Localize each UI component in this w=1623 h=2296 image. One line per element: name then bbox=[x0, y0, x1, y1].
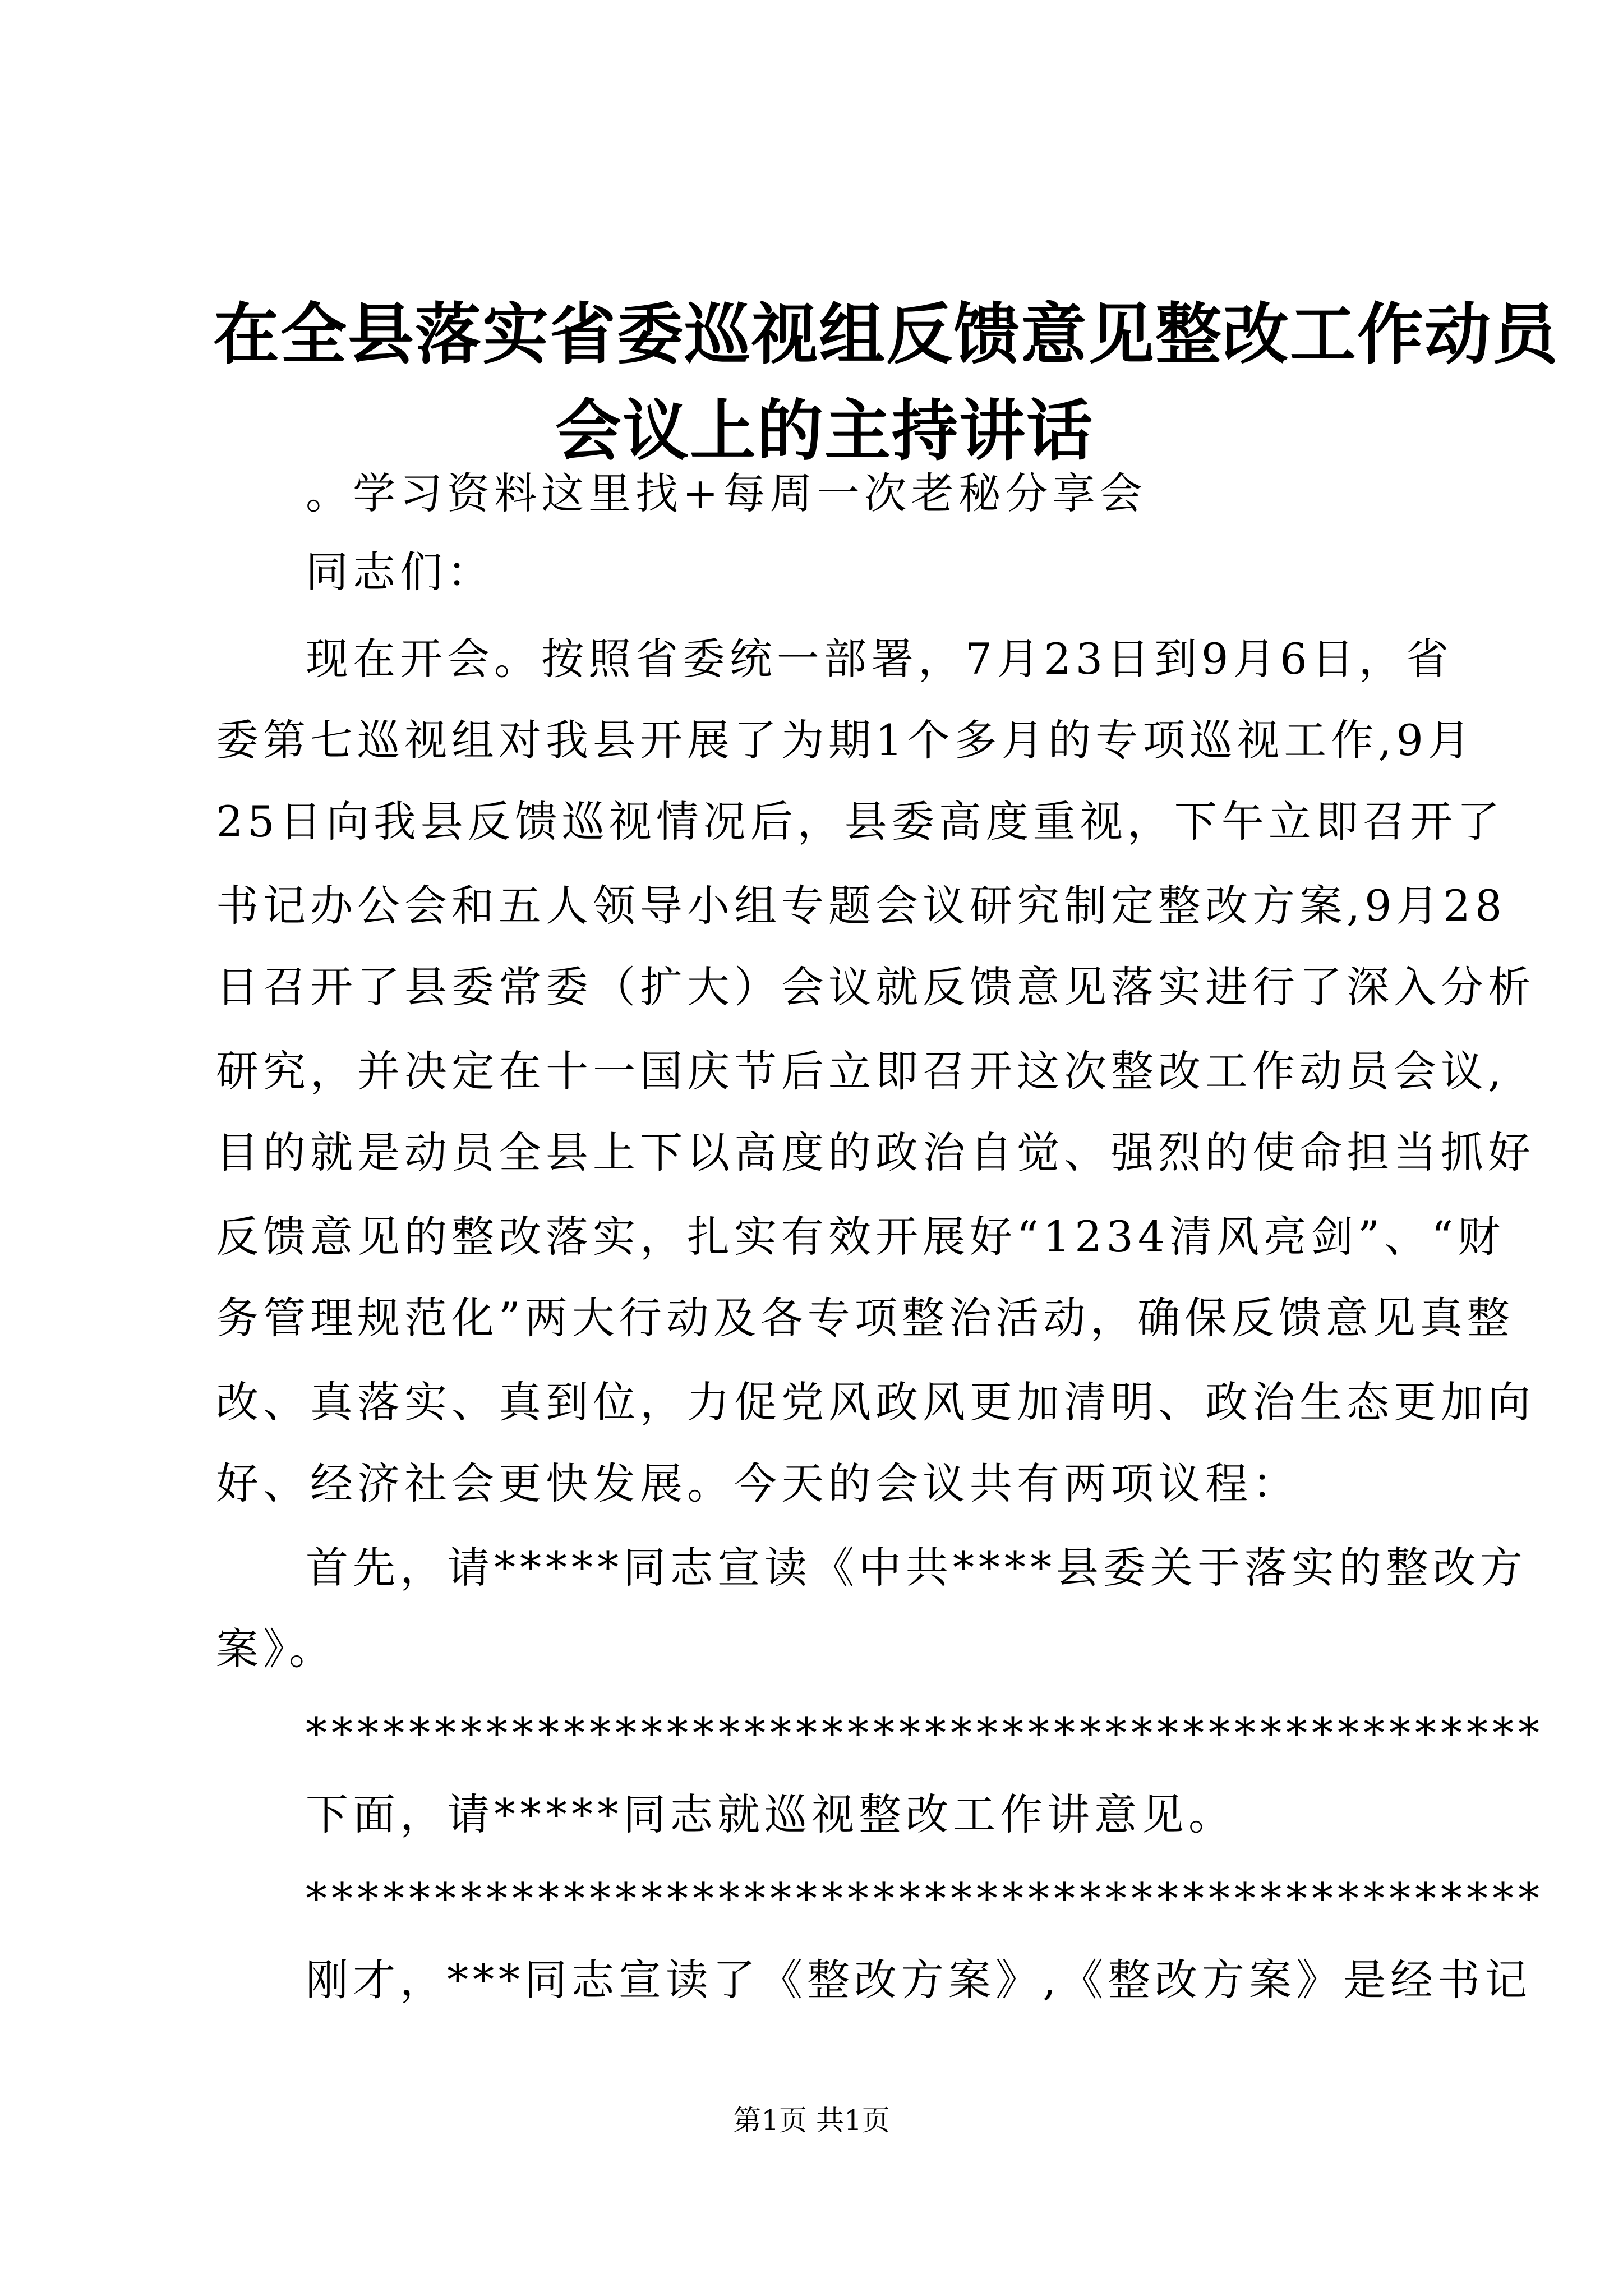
body-line-9: 目的就是动员全县上下以高度的政治自觉、强烈的使命担当抓好 bbox=[216, 1128, 1535, 1177]
body-line-8: 研究，并决定在十一国庆节后立即召开这次整改工作动员会议, bbox=[216, 1046, 1506, 1096]
body-line-4: 委第七巡视组对我县开展了为期1个多月的专项巡视工作,9月 bbox=[216, 715, 1475, 765]
body-line-13: 好、经济社会更快发展。今天的会议共有两项议程： bbox=[216, 1458, 1299, 1508]
body-line-14: 首先，请*****同志宣读《中共****县委关于落实的整改方 bbox=[306, 1543, 1527, 1593]
body-line-12: 改、真落实、真到位，力促党风政风更加清明、政治生态更加向 bbox=[216, 1377, 1535, 1427]
title-line-1: 在全县落实省委巡视组反馈意见整改工作动员 bbox=[213, 295, 1560, 373]
body-line-1: 。学习资料这里找+每周一次老秘分享会 bbox=[306, 468, 1147, 518]
body-line-19: 刚才，***同志宣读了《整改方案》,《整改方案》是经书记 bbox=[306, 1955, 1532, 2005]
title-line-2: 会议上的主持讲话 bbox=[555, 392, 1094, 470]
salutation: 同志们： bbox=[306, 547, 494, 597]
body-line-3: 现在开会。按照省委统一部署，7月23日到9月6日，省 bbox=[306, 634, 1453, 684]
body-line-17: 下面，请*****同志就巡视整改工作讲意见。 bbox=[306, 1789, 1235, 1839]
body-line-15: 案》。 bbox=[216, 1624, 336, 1674]
asterisk-separator-2: ************************************************ bbox=[306, 1874, 1544, 1924]
document-title bbox=[213, 286, 1560, 479]
body-line-7: 日召开了县委常委（扩大）会议就反馈意见落实进行了深入分析 bbox=[216, 962, 1535, 1012]
body-line-11: 务管理规范化”两大行动及各专项整治活动，确保反馈意见真整 bbox=[216, 1293, 1514, 1343]
body-line-5: 25日向我县反馈巡视情况后，县委高度重视，下午立即召开了 bbox=[216, 797, 1504, 846]
asterisk-separator-1: ************************************************ bbox=[306, 1708, 1544, 1758]
body-line-10: 反馈意见的整改落实，扎实有效开展好“1234清风亮剑”、“财 bbox=[216, 1212, 1505, 1262]
page-number-footer: 第1页 共1页 bbox=[733, 2104, 890, 2137]
body-line-6: 书记办公会和五人领导小组专题会议研究制定整改方案,9月28 bbox=[216, 881, 1507, 931]
